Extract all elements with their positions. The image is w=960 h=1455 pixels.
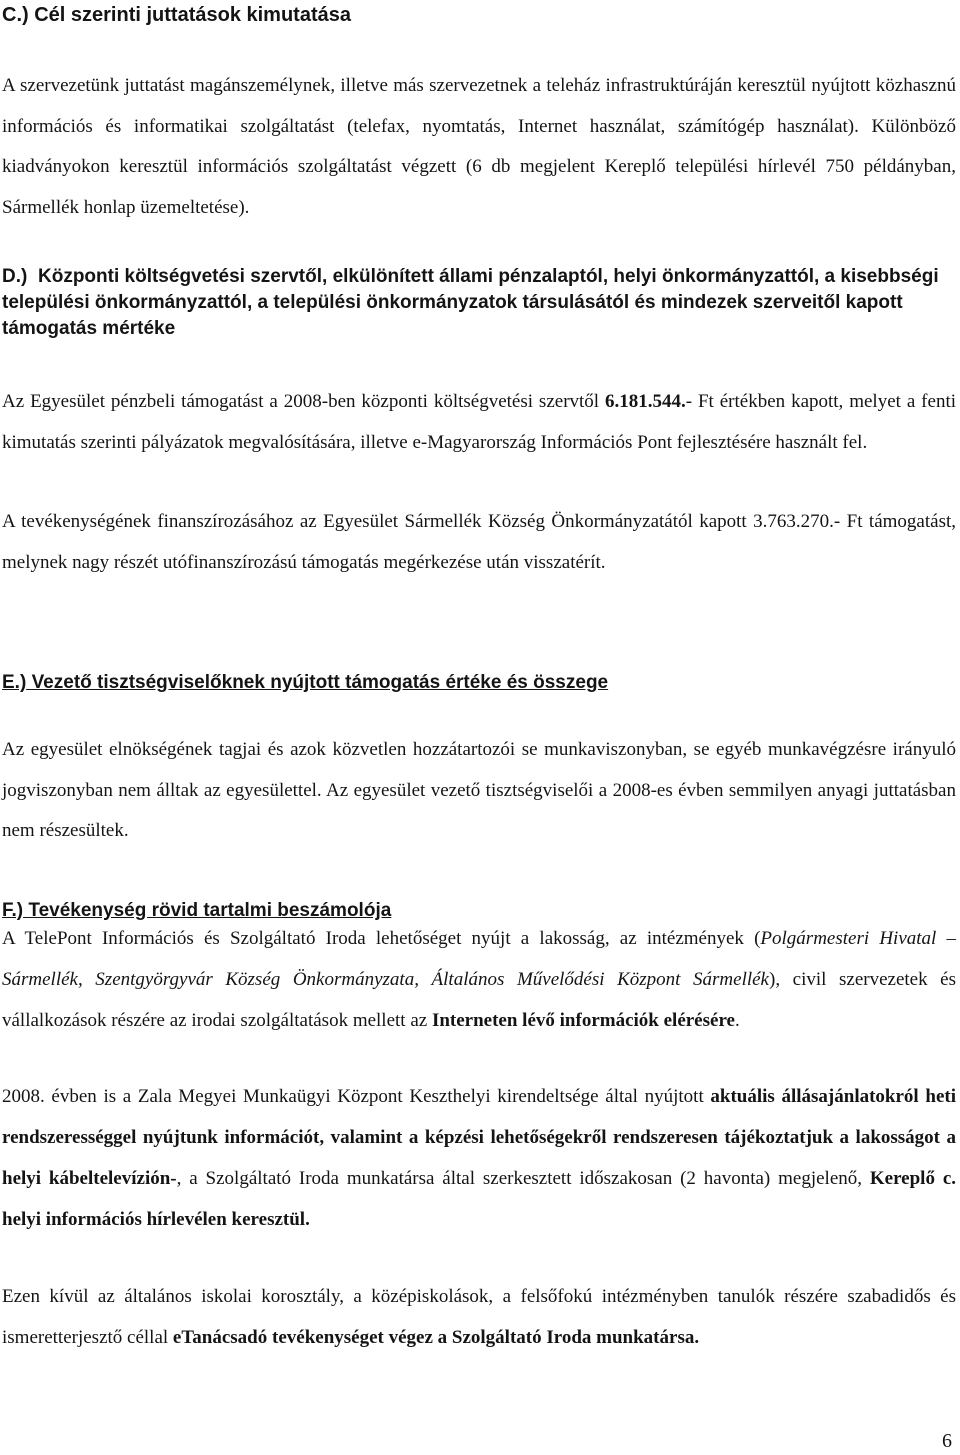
section-f-p1-highlight: Interneten lévő információk elérésére	[431, 1010, 735, 1031]
page-number: 6	[942, 1430, 952, 1452]
section-c-heading: C.) Cél szerinti juttatások kimutatása	[2, 4, 351, 26]
section-f-p3-text-a: Ezen kívül az általános iskolai korosztály, a középiskolások, a felsőfokú intézményben tanulók részére szabadidős és ismeretterjesztő céllal	[2, 1286, 956, 1348]
section-f-paragraph-3	[2, 1276, 956, 1358]
section-d-p1-text-a: Az Egyesület pénzbeli támogatást a 2008-ben központi költségvetési szervtől	[2, 391, 605, 412]
section-d-p1-text-b: - Ft értékben kapott, melyet a fenti kimutatás szerinti pályázatok megvalósítására, illetve e-Magyarország Információs Pont fejlesztésére használt fel.	[2, 391, 956, 453]
section-e-title: Vezető tisztségviselőknek nyújtott támogatás értéke és összege	[31, 672, 609, 693]
section-f-p2-text-a: 2008. évben is a Zala Megyei Munkaügyi Központ Keszthelyi kirendeltsége által nyújtott	[2, 1086, 711, 1107]
section-e-body: Az egyesület elnökségének tagjai és azok közvetlen hozzátartozói se munkaviszonyban, se egyéb munkavégzésre irányuló jogviszonyban nem álltak az egyesülettel. Az egyesület vezető tisztségviselői a 2008-es évben semmilyen anyagi juttatásban nem részesültek.	[2, 739, 956, 842]
section-f-p1-text-b: ), civil szervezetek és vállalkozások részére az irodai szolgáltatások mellett az	[2, 969, 956, 1031]
section-f-p1-text-c: .	[734, 1010, 740, 1031]
section-f-paragraph-1	[2, 918, 956, 1041]
section-f-p1-institutions: Polgármesteri Hivatal – Sármellék, Szentgyörgyvár Község Önkormányzata, Általános Művelődési Központ Sármellék	[2, 928, 956, 990]
section-d-paragraph-2: A tevékenységének finanszírozásához az Egyesület Sármellék Község Önkormányzatától kapott 3.763.270.- Ft támogatást, melynek nagy részét utófinanszírozású támogatás megérkezése után visszatérít.	[2, 511, 956, 573]
section-f-title: Tevékenység rövid tartalmi beszámolója	[28, 900, 392, 921]
section-f-p2-highlight-2: Kereplő c. helyi információs hírlevélen keresztül.	[2, 1168, 957, 1230]
section-f-p1-text-a: A TelePont Információs és Szolgáltató Iroda lehetőséget nyújt a lakosság, az intézmények (	[2, 928, 761, 949]
section-f-paragraph-2	[2, 1076, 956, 1240]
section-d-paragraph-1	[2, 382, 956, 463]
section-f-p3-highlight: eTanácsadó tevékenységet végez a Szolgáltató Iroda munkatársa.	[172, 1327, 700, 1348]
section-f-p2-text-b: , a Szolgáltató Iroda munkatársa által szerkesztett időszakosan (2 havonta) megjelenő,	[176, 1168, 870, 1189]
section-d-title: Központi költségvetési szervtől, elkülönített állami pénzalaptól, helyi önkormányzattól, a kisebbségi települési önkormányzattól, a települési önkormányzatok társulásától és mindezek szerveitől kapott támogatás mértéke	[2, 266, 939, 339]
section-f-p2-highlight-1: aktuális állásajánlatokról heti rendszerességgel nyújtunk információt, valamint a képzési lehetőségekről rendszeresen tájékoztatjuk a lakosságot a helyi kábeltelevízión-	[2, 1086, 956, 1189]
section-f-label: F.)	[2, 900, 24, 921]
section-c-body: A szervezetünk juttatást magánszemélynek, illetve más szervezetnek a teleház infrastruktúráján keresztül nyújtott közhasznú információs és informatikai szolgáltatást (telefax, nyomtatás, Internet használat, számítógép használat). Különböző kiadványokon keresztül információs szolgáltatást végzett (6 db megjelent Kereplő települési hírlevél 750 példányban, Sármellék honlap üzemeltetése).	[2, 75, 956, 218]
section-e-heading	[2, 670, 608, 696]
section-d-p1-amount: 6.181.544.	[605, 391, 686, 412]
section-d-label: D.)	[2, 266, 28, 287]
section-e-label: E.)	[2, 672, 27, 693]
section-d-heading	[2, 264, 954, 342]
